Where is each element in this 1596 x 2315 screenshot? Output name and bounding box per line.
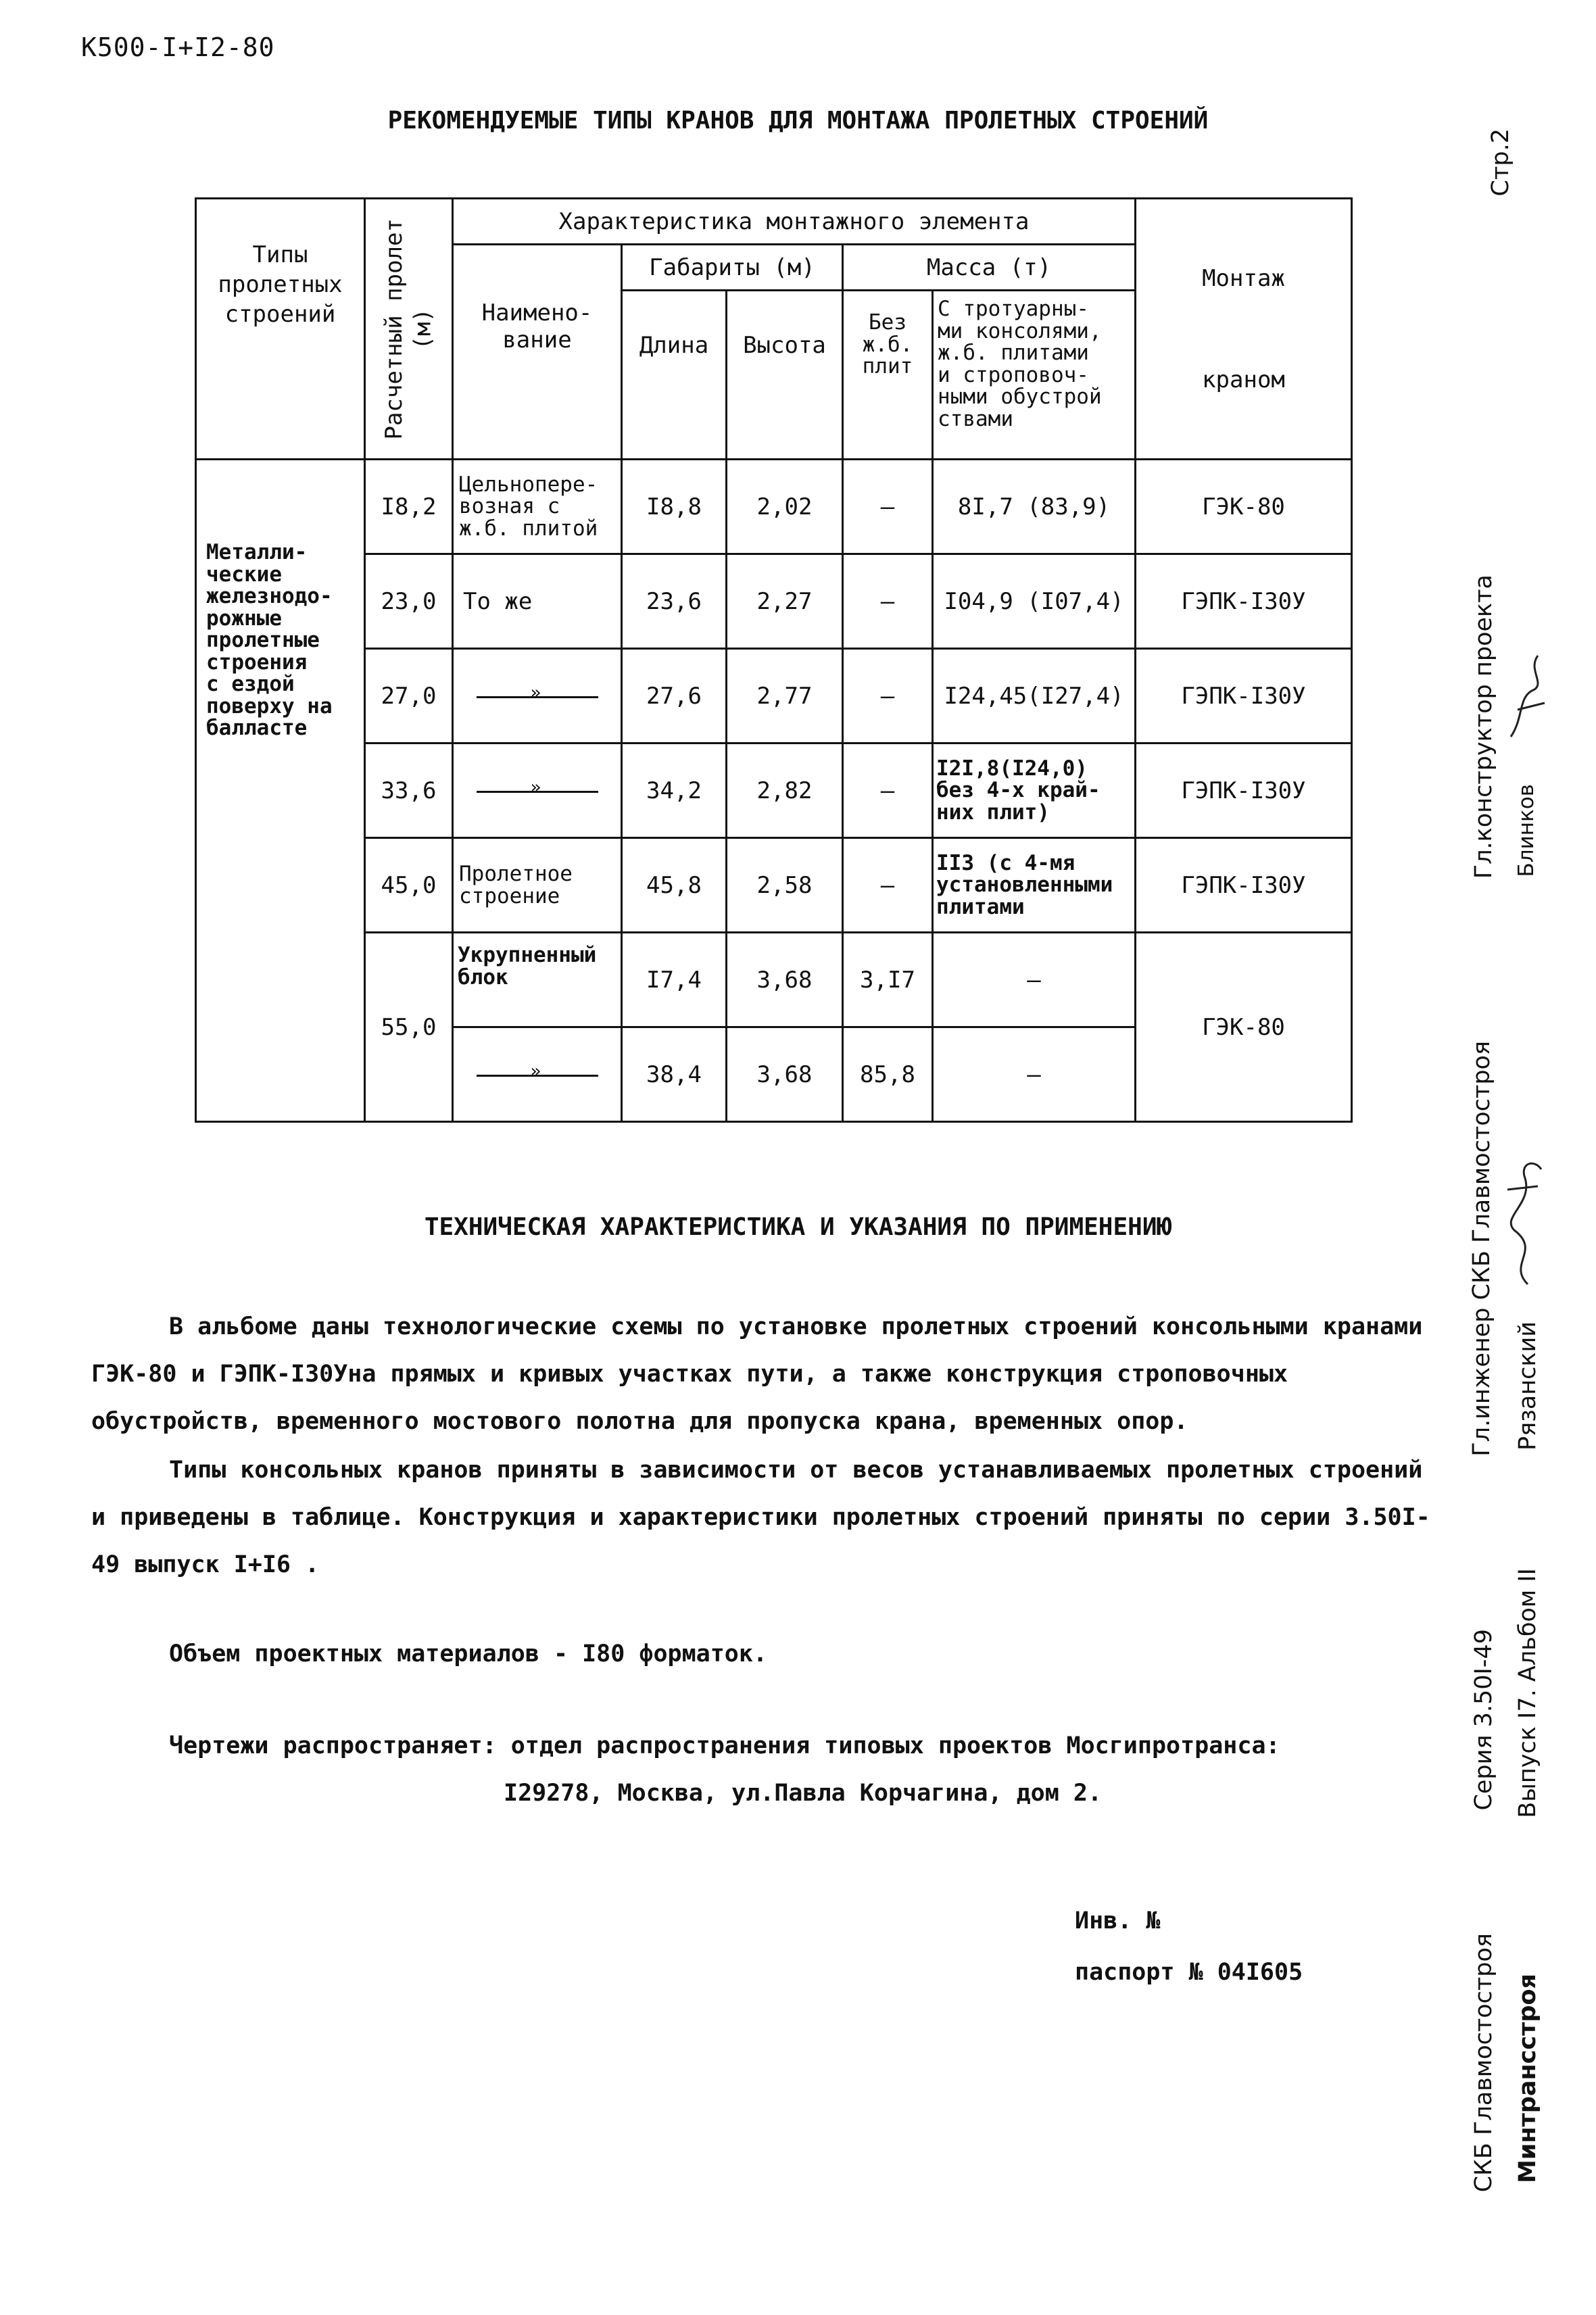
mass-noslab-value: — xyxy=(843,649,933,744)
table-row xyxy=(196,838,1352,933)
passport-number: паспорт № 04I605 xyxy=(1075,1959,1303,1986)
mass-full-value: — xyxy=(933,933,1136,1027)
ministry-label: Минтрансстроя xyxy=(1514,1974,1541,2184)
span-value: I8,2 xyxy=(365,460,453,554)
table-row xyxy=(196,649,1352,744)
mass-noslab-value: 85,8 xyxy=(843,1027,933,1122)
length-value: 34,2 xyxy=(622,744,727,838)
page-number: Стр.2 xyxy=(1487,128,1514,197)
height-value: 3,68 xyxy=(727,933,843,1027)
paragraph-distribution: Чертежи распространяет: отдел распространения типовых проектов Мосгипротранса: xyxy=(169,1732,1280,1759)
length-value: 27,6 xyxy=(622,649,727,744)
header-types: Типы пролетных строений xyxy=(196,199,365,460)
length-value: I8,8 xyxy=(622,460,727,554)
ditto-mark xyxy=(453,744,622,838)
mass-full-value: I24,45(I27,4) xyxy=(933,649,1136,744)
crane-value: ГЭК-80 xyxy=(1136,933,1352,1122)
header-span: Расчетный пролет (м) xyxy=(365,199,453,460)
table-row xyxy=(196,933,1352,1027)
mass-noslab-value: — xyxy=(843,460,933,554)
table-row xyxy=(196,554,1352,649)
crane-value: ГЭПК-I30У xyxy=(1136,649,1352,744)
ryazansky-name: Рязанский xyxy=(1514,1321,1541,1451)
header-mass-full: С тротуарны- ми консолями, ж.б. плитами и строповоч- ными обустрой ствами xyxy=(933,291,1136,460)
length-value: I7,4 xyxy=(622,933,727,1027)
mass-noslab-value: — xyxy=(843,838,933,933)
header-length: Длина xyxy=(622,291,727,460)
span-value: 45,0 xyxy=(365,838,453,933)
paragraph-crane-types: Типы консольных кранов приняты в зависимости от весов устанавливаемых пролетных строений и приведены в таблице. Конструкция и характеристики пролетных строений приняты по серии 3.50I-49 выпуск I+I6 . xyxy=(91,1457,1430,1578)
issue-label: Выпуск I7. Альбом II xyxy=(1514,1568,1541,1818)
mass-full-value: I2I,8(I24,0) без 4-х край- них плит) xyxy=(933,744,1136,838)
mass-full-value: — xyxy=(933,1027,1136,1122)
element-name: То же xyxy=(453,554,622,649)
element-name: Пролетное строение xyxy=(453,838,622,933)
mass-noslab-value: — xyxy=(843,744,933,838)
span-value: 33,6 xyxy=(365,744,453,838)
mass-noslab-value: 3,I7 xyxy=(843,933,933,1027)
length-value: 45,8 xyxy=(622,838,727,933)
chief-engineer-label: Гл.инженер СКБ Главмостостроя xyxy=(1468,1041,1495,1457)
span-value: 27,0 xyxy=(365,649,453,744)
crane-value: ГЭК-80 xyxy=(1136,460,1352,554)
paragraph-album: В альбоме даны технологические схемы по установке пролетных строений консольными кранами ГЭК-80 и ГЭПК-I30Уна прямых и кривых участках пути, а также конструкция строповочных обустройств, временного мостового полотна для пропуска крана, временных опор. xyxy=(91,1313,1423,1435)
height-value: 2,77 xyxy=(727,649,843,744)
element-name: Цельнопере- возная с ж.б. плитой xyxy=(453,460,622,554)
height-value: 2,02 xyxy=(727,460,843,554)
header-mass-noslab: Без ж.б. плит xyxy=(843,291,933,460)
header-characteristics: Характеристика монтажного элемента xyxy=(453,199,1136,245)
header-mass: Масса (т) xyxy=(843,245,1136,291)
crane-value: ГЭПК-I30У xyxy=(1136,838,1352,933)
series-label: Серия 3.50I-49 xyxy=(1470,1629,1497,1811)
height-value: 2,82 xyxy=(727,744,843,838)
table-row xyxy=(196,744,1352,838)
table-title: РЕКОМЕНДУЕМЫЕ ТИПЫ КРАНОВ ДЛЯ МОНТАЖА ПРОЛЕТНЫХ СТРОЕНИЙ xyxy=(387,107,1209,135)
crane-value: ГЭПК-I30У xyxy=(1136,554,1352,649)
header-dimensions: Габариты (м) xyxy=(622,245,843,291)
span-value: 23,0 xyxy=(365,554,453,649)
signature-blinkov xyxy=(1497,649,1558,744)
section-title: ТЕХНИЧЕСКАЯ ХАРАКТЕРИСТИКА И УКАЗАНИЯ ПО ПРИМЕНЕНИЮ xyxy=(424,1213,1172,1241)
table-row xyxy=(196,460,1352,554)
group-label: Металли- ческие железнодо- рожные пролетные строения с ездой поверху на балласте xyxy=(196,460,365,1122)
crane-types-table xyxy=(195,197,1353,1123)
length-value: 23,6 xyxy=(622,554,727,649)
inventory-number: Инв. № xyxy=(1075,1907,1161,1934)
span-value: 55,0 xyxy=(365,933,453,1122)
document-code: К500-I+I2-80 xyxy=(81,32,275,62)
header-mount: Монтаж краном xyxy=(1136,199,1352,460)
element-name: Укрупненный блок xyxy=(453,933,622,1027)
signature-ryazansky xyxy=(1487,1149,1562,1298)
header-height: Высота xyxy=(727,291,843,460)
mass-noslab-value: — xyxy=(843,554,933,649)
mass-full-value: II3 (с 4-мя установленными плитами xyxy=(933,838,1136,933)
crane-value: ГЭПК-I30У xyxy=(1136,744,1352,838)
mass-full-value: 8I,7 (83,9) xyxy=(933,460,1136,554)
length-value: 38,4 xyxy=(622,1027,727,1122)
height-value: 2,27 xyxy=(727,554,843,649)
chief-constructor-label: Гл.конструктор проекта xyxy=(1470,575,1497,879)
ditto-mark xyxy=(453,1027,622,1122)
paragraph-volume: Объем проектных материалов - I80 форматок. xyxy=(169,1640,768,1667)
ditto-mark xyxy=(453,649,622,744)
skb-label: СКБ Главмостостроя xyxy=(1470,1933,1497,2193)
header-name: Наимено- вание xyxy=(453,245,622,460)
height-value: 3,68 xyxy=(727,1027,843,1122)
mass-full-value: I04,9 (I07,4) xyxy=(933,554,1136,649)
height-value: 2,58 xyxy=(727,838,843,933)
paragraph-address: I29278, Москва, ул.Павла Корчагина, дом 2. xyxy=(504,1780,1103,1807)
blinkov-name: Блинков xyxy=(1514,784,1539,877)
